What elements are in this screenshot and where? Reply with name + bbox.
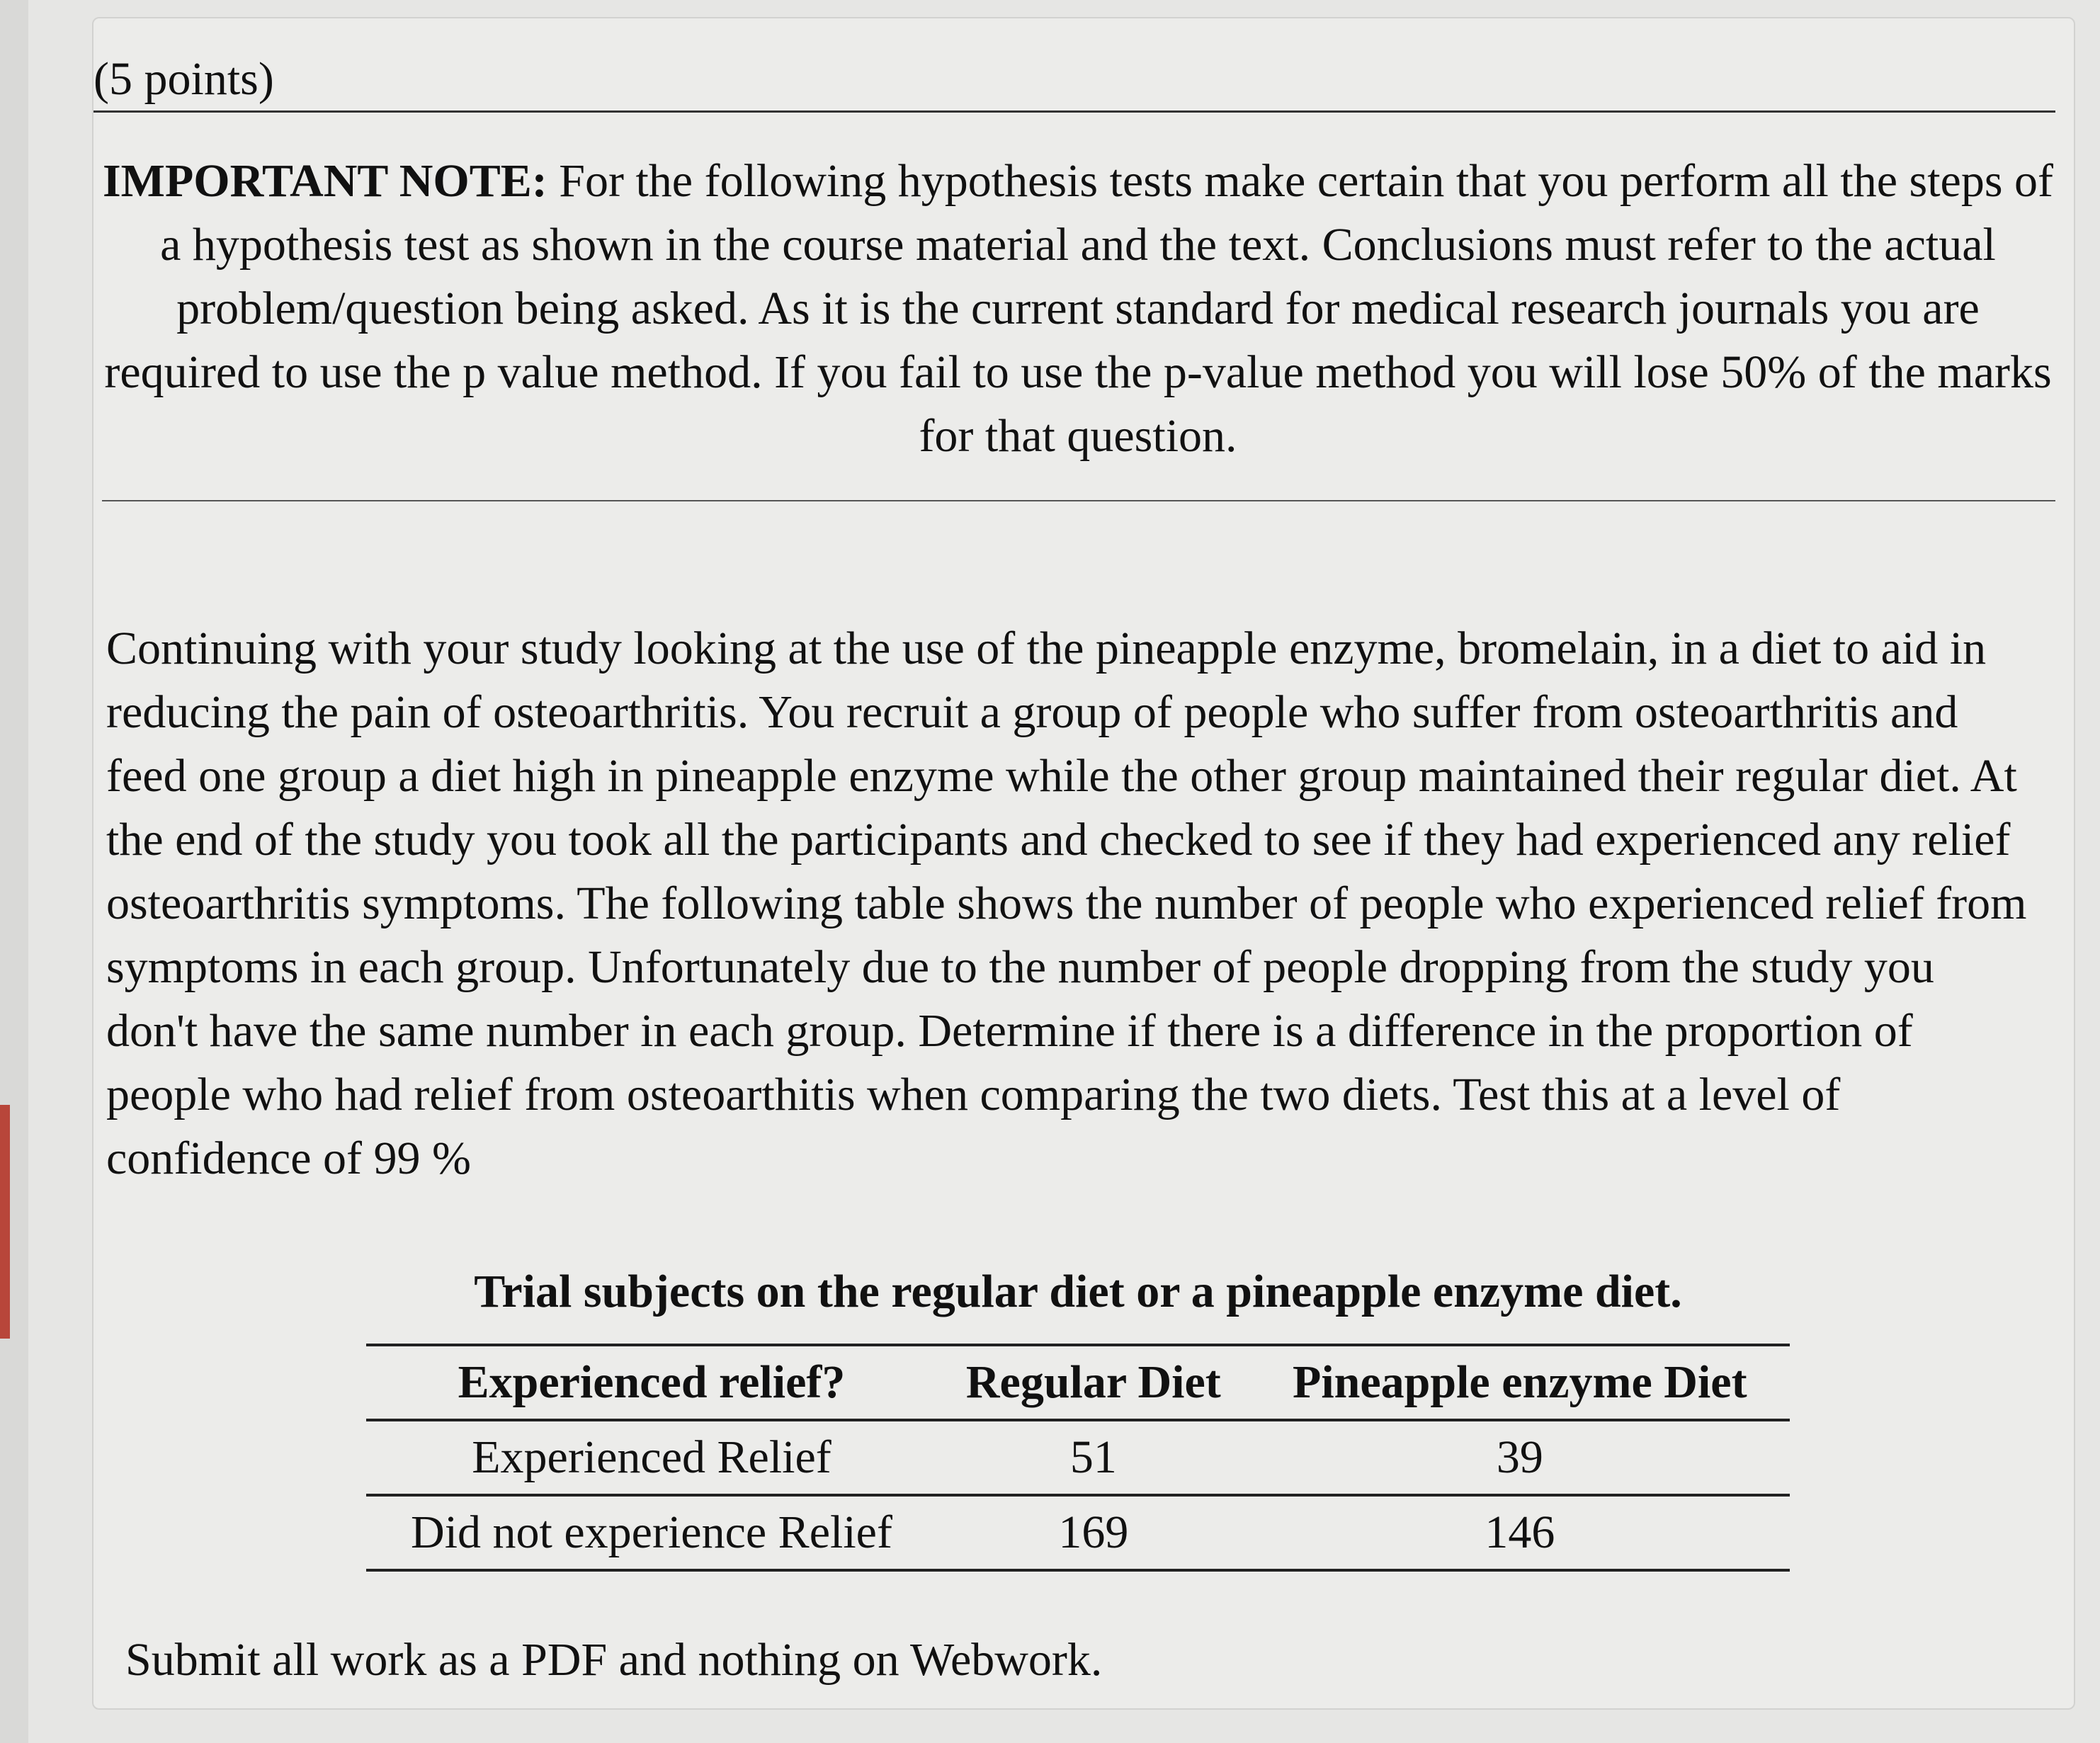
background-red-strip bbox=[0, 1105, 10, 1339]
row-label: Did not experience Relief bbox=[411, 1506, 892, 1558]
important-note bbox=[101, 149, 2055, 468]
regular-diet-value: 51 bbox=[1069, 1431, 1117, 1483]
points-label: (5 points) bbox=[93, 53, 274, 105]
important-note-lead: IMPORTANT NOTE: bbox=[103, 155, 547, 207]
submit-instructions: Submit all work as a PDF and nothing on Webwork. bbox=[125, 1634, 1103, 1686]
table-row bbox=[366, 1495, 1790, 1570]
relief-table bbox=[366, 1344, 1790, 1572]
problem-statement: Continuing with your study looking at the use of the pineapple enzyme, bromelain, in a diet to aid in reducing the pain of osteoarthritis. You recruit a group of people who suffer from osteoarthritis and feed one group a diet high in pineapple enzyme while the other group maintained their regular diet. At the end of the study you took all the participants and checked to see if they had experienced any relief osteoarthritis symptoms. The following table shows the number of people who experienced relief from symptoms in each group. Unfortunately due to the number of people dropping from the study you don't have the same number in each group. Determine if there is a difference in the proportion of people who had relief from osteoarthitis when comparing the two diets. Test this at a level of confidence of 99 % bbox=[106, 623, 2027, 1184]
header-experienced-relief: Experienced relief? bbox=[458, 1356, 846, 1408]
pineapple-diet-value: 146 bbox=[1485, 1506, 1555, 1558]
table-header-row bbox=[366, 1345, 1790, 1420]
problem-card bbox=[92, 17, 2075, 1710]
divider-top bbox=[93, 110, 2055, 113]
screen-left-edge bbox=[0, 0, 28, 1743]
important-note-text: For the following hypothesis tests make certain that you perform all the steps of a hypothesis test as shown in the course material and the text. Conclusions must refer to the actual problem/question being asked. As it is the current standard for medical research journals you are required to use the p value method. If you fail to use the p-value method you will lose 50% of the marks for that question. bbox=[104, 155, 2053, 462]
table-row bbox=[366, 1420, 1790, 1495]
header-pineapple-diet: Pineapple enzyme Diet bbox=[1293, 1356, 1747, 1408]
data-table-section bbox=[366, 1265, 1790, 1572]
header-regular-diet: Regular Diet bbox=[965, 1356, 1221, 1408]
pineapple-diet-value: 39 bbox=[1496, 1431, 1543, 1483]
table-caption: Trial subjects on the regular diet or a pineapple enzyme diet. bbox=[474, 1266, 1682, 1317]
regular-diet-value: 169 bbox=[1058, 1506, 1129, 1558]
divider-bottom bbox=[102, 500, 2055, 501]
row-label: Experienced Relief bbox=[472, 1431, 832, 1483]
